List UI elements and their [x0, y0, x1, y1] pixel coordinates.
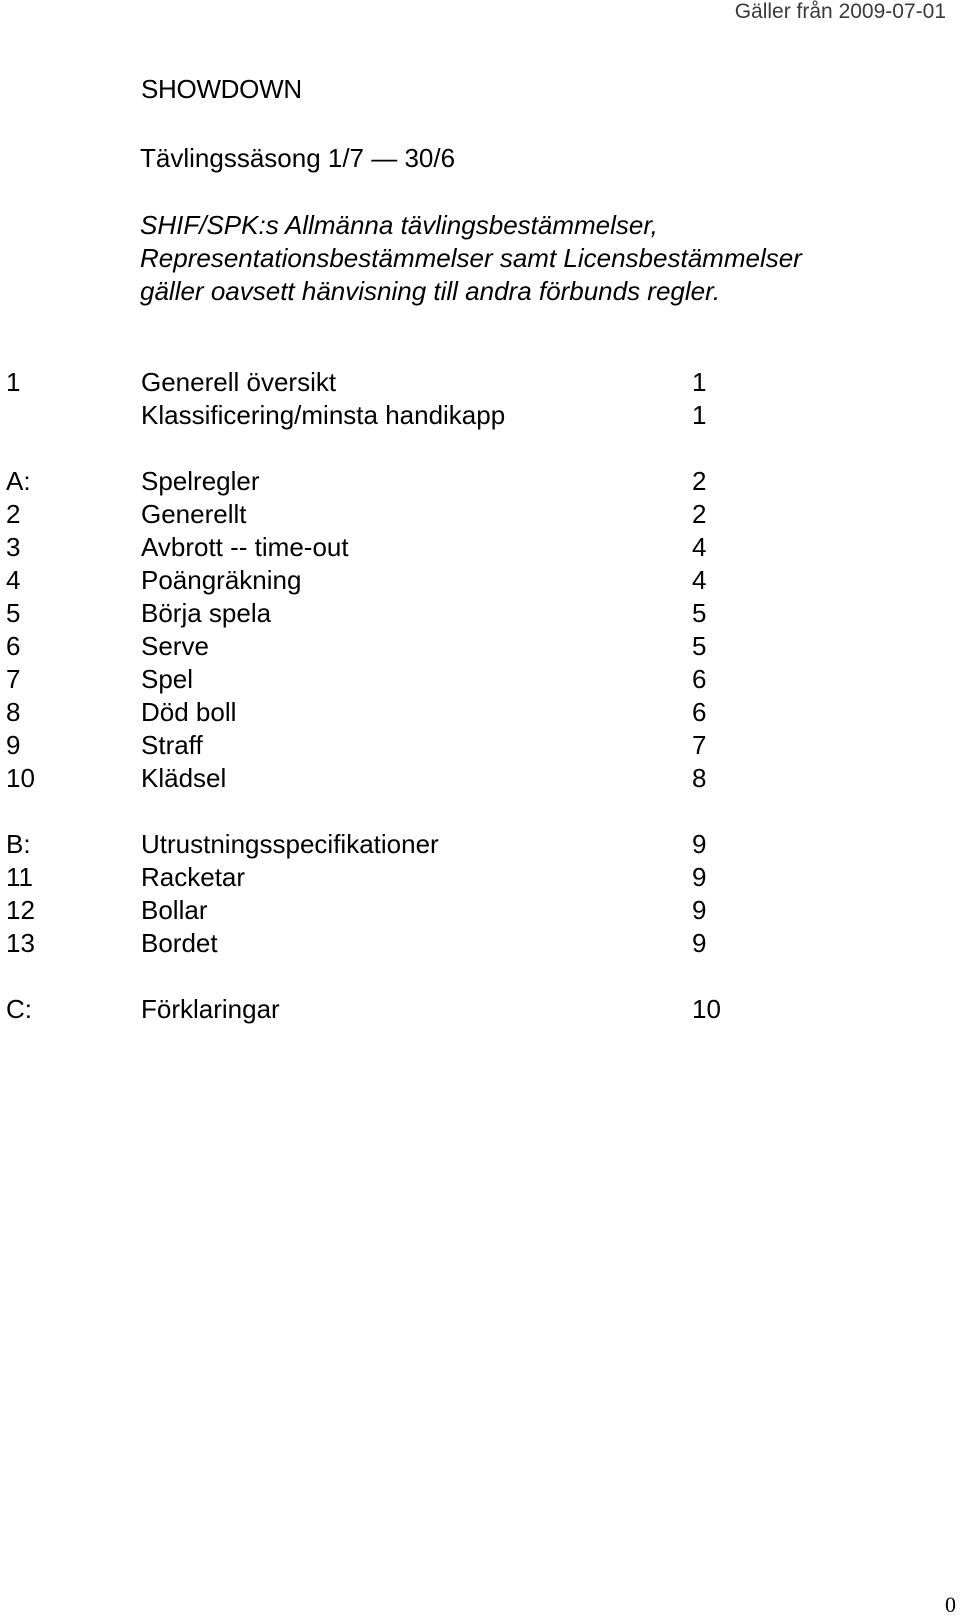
toc-title: Racketar	[141, 862, 246, 892]
regulations-note	[140, 209, 802, 308]
toc-title: Serve	[141, 631, 209, 661]
toc-title: Utrustningsspecifikationer	[141, 829, 439, 859]
toc-row	[0, 762, 960, 795]
toc-page: 9	[692, 829, 707, 859]
toc-page: 2	[692, 499, 707, 529]
toc-row	[0, 564, 960, 597]
toc-title: Bordet	[141, 928, 218, 958]
note-line: Representationsbestämmelser samt Licensbestämmelser	[140, 243, 802, 273]
toc-page: 4	[692, 565, 707, 595]
toc-page: 9	[692, 928, 707, 958]
toc-page: 7	[692, 730, 707, 760]
toc-title: Klassificering/minsta handikapp	[141, 400, 506, 430]
document-title: SHOWDOWN	[141, 74, 302, 104]
toc-row	[0, 366, 960, 399]
toc-row	[0, 861, 960, 894]
toc-row	[0, 729, 960, 762]
toc-number: 10	[6, 763, 35, 793]
toc-title: Förklaringar	[141, 994, 280, 1024]
toc-page: 2	[692, 466, 707, 496]
toc-number: 8	[6, 697, 21, 727]
toc-row	[0, 597, 960, 630]
toc-number: 2	[6, 499, 21, 529]
toc-row	[0, 894, 960, 927]
toc-row	[0, 663, 960, 696]
toc-title: Börja spela	[141, 598, 272, 628]
toc-page: 1	[692, 367, 707, 397]
toc-page: 4	[692, 532, 707, 562]
toc-number: 1	[6, 367, 21, 397]
toc-page: 6	[692, 664, 707, 694]
toc-title: Spel	[141, 664, 194, 694]
toc-row	[0, 465, 960, 498]
toc-number: B:	[6, 829, 31, 859]
toc-row	[0, 828, 960, 861]
toc-page: 9	[692, 862, 707, 892]
toc-page: 5	[692, 598, 707, 628]
toc-row	[0, 399, 960, 432]
note-line: SHIF/SPK:s Allmänna tävlingsbestämmelser,	[140, 210, 658, 240]
note-line: gäller oavsett hänvisning till andra förbunds regler.	[140, 276, 721, 306]
toc-page: 9	[692, 895, 707, 925]
toc-number: 13	[6, 928, 35, 958]
toc-number: 11	[6, 862, 33, 892]
toc-page: 1	[692, 400, 707, 430]
toc-number: 6	[6, 631, 21, 661]
toc-title: Generellt	[141, 499, 247, 529]
toc-row	[0, 927, 960, 960]
toc-title: Död boll	[141, 697, 237, 727]
toc-title: Spelregler	[141, 466, 260, 496]
toc-page: 6	[692, 697, 707, 727]
toc-row	[0, 696, 960, 729]
toc-number: A:	[6, 466, 31, 496]
footer-page-number: 0	[945, 1592, 956, 1617]
toc-title: Poängräkning	[141, 565, 302, 595]
toc-row	[0, 630, 960, 663]
toc-title: Generell översikt	[141, 367, 337, 397]
toc-title: Avbrott -- time-out	[141, 532, 349, 562]
toc-row	[0, 993, 960, 1026]
toc-title: Bollar	[141, 895, 208, 925]
toc-title: Straff	[141, 730, 203, 760]
toc-page: 10	[692, 994, 721, 1024]
toc-number: 3	[6, 532, 21, 562]
toc-number: 12	[6, 895, 35, 925]
toc-row	[0, 531, 960, 564]
season-line: Tävlingssäsong 1/7 — 30/6	[140, 143, 456, 173]
toc-page: 8	[692, 763, 707, 793]
toc-number: 9	[6, 730, 21, 760]
toc-page: 5	[692, 631, 707, 661]
toc-title: Klädsel	[141, 763, 227, 793]
valid-from-date: Gäller från 2009-07-01	[734, 0, 946, 23]
toc-number: C:	[6, 994, 32, 1024]
toc-number: 5	[6, 598, 21, 628]
toc-number: 4	[6, 565, 21, 595]
toc-number: 7	[6, 664, 21, 694]
toc-row	[0, 498, 960, 531]
